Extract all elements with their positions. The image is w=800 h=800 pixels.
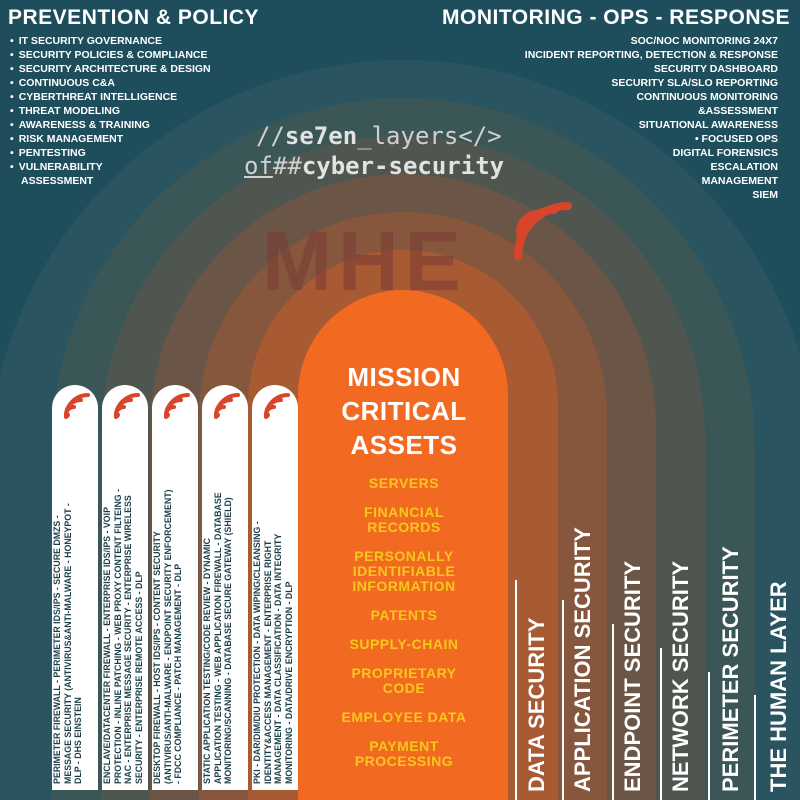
mission-title-line: CRITICAL [341, 396, 467, 426]
brand-line-1 [256, 122, 502, 150]
card-network-controls [102, 385, 148, 790]
asset-line: SUPPLY-CHAIN [349, 636, 459, 652]
mission-title [300, 360, 508, 462]
prevention-policy-title: PREVENTION & POLICY [8, 6, 260, 29]
asset-line: FINANCIAL [364, 504, 444, 520]
monitoring-item: MANAGEMENT [701, 175, 778, 187]
asset-line: SERVERS [368, 475, 440, 491]
brand-line-2 [244, 152, 504, 180]
card-endpoint-controls [152, 385, 198, 790]
card-line: PERIMETER FIREWALL - PERIMETER IDS/IPS - SECURE DMZS - [52, 515, 62, 784]
asset-line: CODE [382, 680, 426, 696]
mission-title-line: MISSION [347, 362, 461, 392]
card-data-controls [252, 385, 298, 790]
brand-cyber-security: cyber-security [301, 152, 505, 180]
card-line: PROTECTION - INLINE PATCHING - WEB PROXY CONTENT FILTEING - [112, 488, 123, 784]
asset-line: PATENTS [370, 607, 438, 623]
monitoring-item: &ASSESSMENT [698, 105, 778, 117]
card-line: DLP - DHS EINSTEIN [73, 697, 83, 784]
prevention-item: ASSESSMENT [21, 175, 94, 187]
brand-hashes: ## [272, 152, 302, 180]
prevention-item: • AWARENESS & TRAINING [10, 118, 211, 132]
layer-divider [660, 648, 662, 800]
asset-line: PROPRIETARY [351, 665, 457, 681]
card-line: STATIC APPLICATION TESTING/CODE REVIEW - DYNAMIC [202, 538, 212, 784]
wifi-signal-icon [518, 206, 568, 256]
card-line: SECURITY - ENTERPRISE REMOTE ACCESS - DLP [133, 571, 144, 784]
asset-line: INFORMATION [352, 578, 456, 594]
asset-item [300, 476, 508, 491]
monitoring-item: SECURITY SLA/SLO REPORTING [611, 77, 778, 89]
asset-line: IDENTIFIABLE [352, 563, 456, 579]
card-line: (ANTIVIRUS/ANTI-MALWARE - ENDPOINT SECURITY ENFORCEMENT) [162, 489, 173, 784]
monitoring-item: SOC/NOC MONITORING 24X7 [630, 35, 778, 47]
monitoring-item: CONTINUOUS MONITORING [636, 91, 778, 103]
card-line: - FDCC COMPLIANCE - PATCH MANAGEMENT - DLP [173, 563, 183, 784]
prevention-item: • PENTESTING [10, 146, 211, 160]
layer-divider [708, 672, 710, 800]
mhe-logo-text: MHE [262, 214, 467, 302]
card-line: MANAGEMENT - DATA CLASSIFICATION - DATA INTEGRITY [273, 533, 283, 784]
asset-item [300, 608, 508, 623]
card-line: MONITORING/SCANNING - DATABASE SECURE GATEWAY (SHIELD) [223, 497, 233, 784]
mhe-logo [262, 192, 572, 302]
layer-divider [612, 624, 614, 800]
asset-line: RECORDS [367, 519, 441, 535]
card-text [152, 404, 192, 784]
prevention-item: • VULNERABILITY [10, 160, 211, 174]
monitoring-ops-list [525, 34, 778, 202]
card-line: PKI - DAR/DIM/DIU PROTECTION - DATA WIPING/CLEANSING - [252, 521, 262, 784]
brand-slashes: // [256, 122, 285, 150]
asset-list [300, 476, 508, 769]
asset-line: PAYMENT [369, 738, 439, 754]
prevention-item: • SECURITY POLICIES & COMPLIANCE [10, 48, 211, 62]
monitoring-ops-title: MONITORING - OPS - RESPONSE [442, 6, 790, 29]
layer-divider [754, 695, 756, 800]
card-text [252, 404, 292, 784]
asset-item [300, 505, 508, 535]
card-application-controls [202, 385, 248, 790]
monitoring-item: INCIDENT REPORTING, DETECTION & RESPONSE [524, 49, 778, 61]
card-text [102, 404, 142, 784]
monitoring-item: ESCALATION [710, 161, 778, 173]
prevention-policy-list [10, 34, 211, 188]
prevention-item: • CONTINUOUS C&A [10, 76, 211, 90]
asset-item [300, 739, 508, 769]
card-line: MONITORING - DATA/DRIVE ENCRYPTION - DLP [283, 581, 294, 784]
layer-divider [515, 580, 517, 800]
monitoring-item: SIEM [752, 189, 778, 201]
monitoring-item: DIGITAL FORENSICS [672, 147, 778, 159]
brand-of: of [244, 152, 273, 180]
mission-title-line: ASSETS [350, 430, 458, 460]
card-line: APPLICATION TESTING - WEB APPLICATION FIREWALL - DATABASE [212, 492, 223, 784]
prevention-item: • IT SECURITY GOVERNANCE [10, 34, 211, 48]
card-text [52, 404, 92, 784]
card-line: NAC - ENTERPRISE MESSAGE SECURITY - ENTERPRISE WIRELESS [123, 495, 133, 784]
card-perimeter-controls [52, 385, 98, 790]
layer-divider [562, 600, 564, 800]
card-line: DESKTOP FIREWALL - HOST IDS/IPS - CONTENT SECURITY [152, 531, 162, 784]
card-line: IDENTITY&ACCESS MANAGEMENT - ENTERPRISE RIGHT [262, 540, 273, 784]
brand-layers: _layers</> [357, 122, 502, 150]
card-line: MESSAGE SECURITY (ANTIVIRUS&ANTI-MALWARE - HONEYPOT - [62, 503, 73, 784]
card-text [202, 404, 242, 784]
mission-critical-assets [300, 360, 508, 783]
asset-item [300, 710, 508, 725]
prevention-item: • RISK MANAGEMENT [10, 132, 211, 146]
asset-item [300, 549, 508, 594]
brand-se7en: se7en [284, 122, 358, 150]
prevention-item: • THREAT MODELING [10, 104, 211, 118]
asset-line: EMPLOYEE DATA [341, 709, 467, 725]
monitoring-item: SECURITY DASHBOARD [653, 63, 778, 75]
card-line: ENCLAVE/DATACENTER FIREWALL - ENTERPRISE IDS/IPS - VOIP [102, 507, 112, 784]
prevention-item: • CYBERTHREAT INTELLIGENCE [10, 90, 211, 104]
asset-item [300, 637, 508, 652]
asset-item [300, 666, 508, 696]
monitoring-item: SITUATIONAL AWARENESS [638, 119, 778, 131]
monitoring-item: • FOCUSED OPS [694, 133, 778, 145]
asset-line: PERSONALLY [354, 548, 454, 564]
asset-line: PROCESSING [354, 753, 454, 769]
prevention-item: • SECURITY ARCHITECTURE & DESIGN [10, 62, 211, 76]
